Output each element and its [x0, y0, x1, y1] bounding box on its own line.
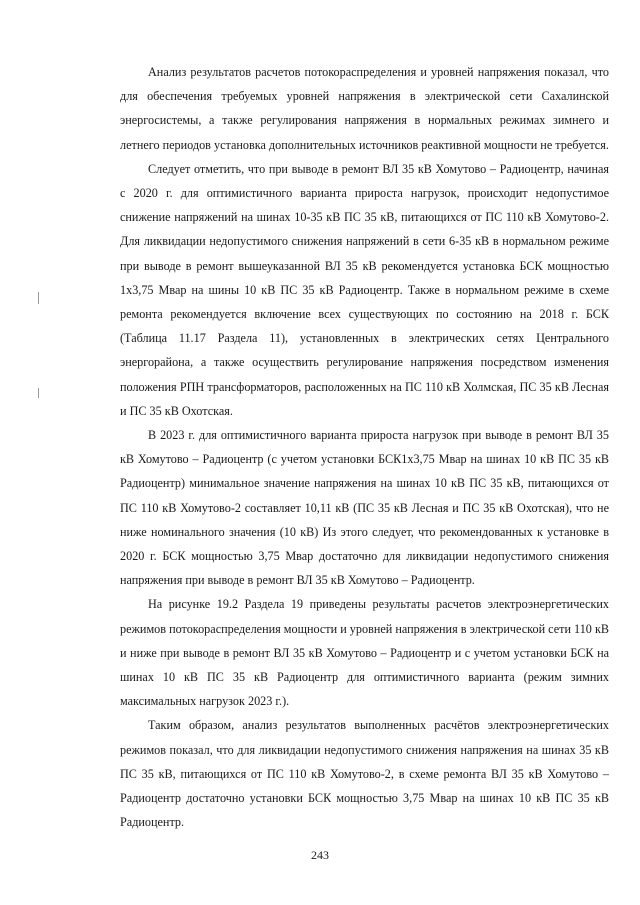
paragraph: В 2023 г. для оптимистичного варианта прироста нагрузок при выводе в ремонт ВЛ 35 кВ Хомутово – Радиоцентр (с учетом установки БСК1х3,75 Мвар на шинах 10 кВ ПС 35 кВ Радиоцентр) минимальное значение напряжения на шинах 10 кВ ПС 35 кВ, питающихся от ПС 110 кВ Хомутово-2 составляет 10,11 кВ (ПС 35 кВ Лесная и ПС 35 кВ Охотская), что не ниже номинального значения (10 кВ) Из этого следует, что рекомендованных к установке в 2020 г. БСК мощностью 3,75 Мвар достаточно для ликвидации недопустимого снижения напряжения при выводе в ремонт ВЛ 35 кВ Хомутово – Радиоцентр. — [120, 428, 609, 588]
paragraph: На рисунке 19.2 Раздела 19 приведены результаты расчетов электроэнергетических режимов потокораспределения мощности и уровней напряжения в электрической сети 110 кВ и ниже при выводе в ремонт ВЛ 35 кВ Хомутово – Радиоцентр и с учетом установки БСК на шинах 10 кВ ПС 35 кВ Радиоцентр для оптимистичного варианта (режим зимних максимальных нагрузок 2023 г.). — [120, 597, 609, 709]
page-number: 243 — [311, 848, 329, 862]
scan-margin-mark — [38, 388, 39, 398]
paragraph: Анализ результатов расчетов потокораспределения и уровней напряжения показал, что для обеспечения требуемых уровней напряжения в электрической сети Сахалинской энергосистемы, а также регулирования напряжения в нормальных режимах зимнего и летнего периодов установка дополнительных источников реактивной мощности не требуется. — [120, 65, 609, 152]
scan-margin-mark — [38, 292, 39, 304]
body-text — [120, 60, 609, 835]
paragraph: Следует отметить, что при выводе в ремонт ВЛ 35 кВ Хомутово – Радиоцентр, начиная с 2020 г. для оптимистичного варианта прироста нагрузок, происходит недопустимое снижение напряжений на шинах 10-35 кВ ПС 35 кВ, питающихся от ПС 110 кВ Хомутово-2. Для ликвидации недопустимого снижения напряжений в сети 6-35 кВ в нормальном режиме при выводе в ремонт вышеуказанной ВЛ 35 кВ рекомендуется установка БСК мощностью 1х3,75 Мвар на шины 10 кВ ПС 35 кВ Радиоцентр. Также в нормальном режиме в схеме ремонта рекомендуется включение всех существующих по состоянию на 2018 г. БСК (Таблица 11.17 Раздела 11), установленных в электрических сетях Центрального энергорайона, а также осуществить регулирование напряжения посредством изменения положения РПН трансформаторов, расположенных на ПС 110 кВ Холмская, ПС 35 кВ Лесная и ПС 35 кВ Охотская. — [120, 161, 609, 418]
paragraph: Таким образом, анализ результатов выполненных расчётов электроэнергетических режимов показал, что для ликвидации недопустимого снижения напряжения на шинах 35 кВ ПС 35 кВ, питающихся от ПС 110 кВ Хомутово-2, в схеме ремонта ВЛ 35 кВ Хомутово – Радиоцентр достаточно установки БСК мощностью 3,75 Мвар на шинах 10 кВ ПС 35 кВ Радиоцентр. — [120, 718, 609, 830]
